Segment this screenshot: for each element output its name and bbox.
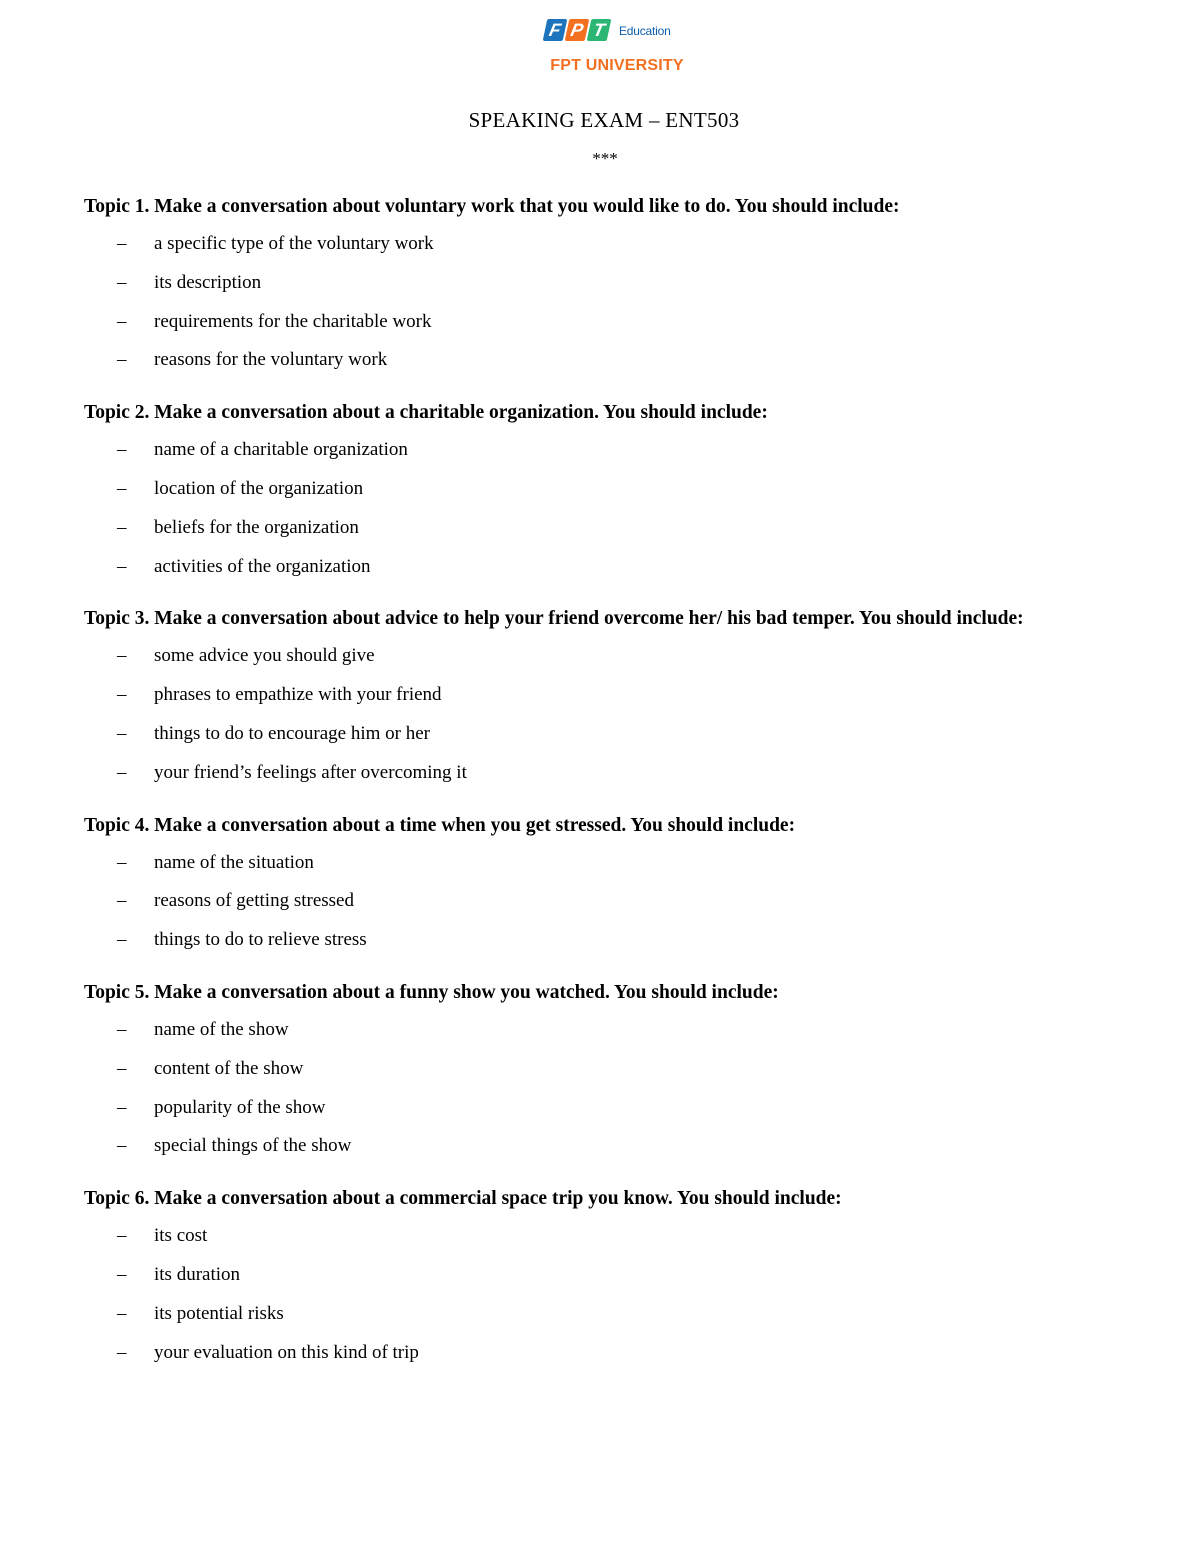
list-item bbox=[84, 754, 1114, 793]
list-item-text: beliefs for the organization bbox=[154, 516, 359, 538]
list-dash-marker: – bbox=[117, 761, 127, 783]
list-item-text: reasons of getting stressed bbox=[154, 890, 354, 912]
topic-items-list bbox=[84, 431, 1114, 586]
list-dash-marker: – bbox=[117, 684, 127, 706]
list-item-text: name of the situation bbox=[154, 851, 314, 873]
topic-section bbox=[84, 1180, 1114, 1372]
list-dash-marker: – bbox=[117, 516, 127, 538]
list-item bbox=[84, 676, 1114, 715]
logo-letter-t: T bbox=[587, 19, 612, 41]
logo-education-text: Education bbox=[619, 24, 671, 38]
topic-section bbox=[84, 600, 1114, 792]
fpt-logo-mark bbox=[545, 19, 609, 41]
list-item-text: a specific type of the voluntary work bbox=[154, 233, 434, 254]
list-dash-marker: – bbox=[117, 1341, 127, 1363]
list-item bbox=[84, 1127, 1114, 1166]
topic-items-list bbox=[84, 637, 1114, 792]
list-item bbox=[84, 1050, 1114, 1089]
list-item bbox=[84, 303, 1114, 342]
list-item bbox=[84, 844, 1114, 883]
topic-section bbox=[84, 807, 1114, 960]
topic-heading: Topic 1. Make a conversation about voluntary work that you would like to do. You should include: bbox=[84, 196, 900, 217]
list-dash-marker: – bbox=[117, 851, 127, 873]
topic-heading: Topic 5. Make a conversation about a funny show you watched. You should include: bbox=[84, 981, 779, 1003]
list-dash-marker: – bbox=[117, 555, 127, 577]
list-item-text: your friend’s feelings after overcoming it bbox=[154, 761, 467, 783]
list-item-text: name of the show bbox=[154, 1018, 289, 1040]
topic-items-list bbox=[84, 844, 1114, 960]
logo-letter-f: F bbox=[543, 19, 568, 41]
fpt-education-logo bbox=[545, 15, 690, 80]
list-item-text: requirements for the charitable work bbox=[154, 310, 432, 332]
topic-heading: Topic 4. Make a conversation about a time when you get stressed. You should include: bbox=[84, 814, 796, 836]
logo-university-text: FPT UNIVERSITY bbox=[550, 57, 684, 74]
topic-heading: Topic 6. Make a conversation about a commercial space trip you know. You should include: bbox=[84, 1188, 842, 1210]
list-dash-marker: – bbox=[117, 929, 127, 951]
list-item bbox=[84, 470, 1114, 509]
list-item-text: its potential risks bbox=[154, 1302, 284, 1324]
list-dash-marker: – bbox=[117, 1225, 127, 1247]
list-item bbox=[84, 1295, 1114, 1334]
list-item-text: things to do to encourage him or her bbox=[154, 722, 430, 744]
list-dash-marker: – bbox=[117, 722, 127, 744]
list-dash-marker: – bbox=[117, 477, 127, 499]
list-dash-marker: – bbox=[117, 890, 127, 912]
list-dash-marker: – bbox=[117, 1018, 127, 1040]
list-item-text: activities of the organization bbox=[154, 555, 371, 577]
list-item-text: reasons for the voluntary work bbox=[154, 349, 388, 371]
list-dash-marker: – bbox=[117, 1263, 127, 1285]
topic-heading: Topic 2. Make a conversation about a charitable organization. You should include: bbox=[84, 402, 768, 424]
list-item bbox=[84, 1256, 1114, 1295]
list-dash-marker: – bbox=[117, 1135, 127, 1157]
list-item-text: your evaluation on this kind of trip bbox=[154, 1341, 419, 1363]
topic-items-list bbox=[84, 225, 1114, 380]
topic-section bbox=[84, 974, 1114, 1166]
list-item bbox=[84, 921, 1114, 960]
list-item-text: name of a charitable organization bbox=[154, 439, 408, 461]
list-item-text: its cost bbox=[154, 1225, 208, 1247]
list-item bbox=[84, 1334, 1114, 1373]
list-item-text: special things of the show bbox=[154, 1135, 352, 1157]
list-item bbox=[84, 1089, 1114, 1128]
topic-heading: Topic 3. Make a conversation about advice to help your friend overcome her/ his bad temper. You should include: bbox=[84, 608, 1024, 630]
list-dash-marker: – bbox=[117, 439, 127, 461]
title-separator: *** bbox=[592, 149, 618, 168]
list-item bbox=[84, 264, 1114, 303]
list-item bbox=[84, 637, 1114, 676]
topics-list bbox=[84, 188, 1114, 1372]
list-item-text: its duration bbox=[154, 1263, 241, 1285]
list-item-text: popularity of the show bbox=[154, 1096, 326, 1118]
list-item-text: content of the show bbox=[154, 1057, 304, 1079]
list-item bbox=[84, 509, 1114, 548]
topic-section bbox=[84, 188, 1114, 380]
list-item bbox=[84, 341, 1114, 380]
logo-letter-p: P bbox=[565, 19, 590, 41]
list-item bbox=[84, 1011, 1114, 1050]
topic-section bbox=[84, 394, 1114, 586]
list-dash-marker: – bbox=[117, 233, 127, 254]
list-dash-marker: – bbox=[117, 1057, 127, 1079]
list-item-text: its description bbox=[154, 271, 262, 293]
list-dash-marker: – bbox=[117, 645, 127, 667]
list-dash-marker: – bbox=[117, 1302, 127, 1324]
list-dash-marker: – bbox=[117, 271, 127, 293]
list-dash-marker: – bbox=[117, 310, 127, 332]
list-item bbox=[84, 431, 1114, 470]
list-item bbox=[84, 1217, 1114, 1256]
list-item bbox=[84, 548, 1114, 587]
list-dash-marker: – bbox=[117, 1096, 127, 1118]
list-item-text: some advice you should give bbox=[154, 645, 375, 667]
list-item bbox=[84, 715, 1114, 754]
topic-items-list bbox=[84, 1011, 1114, 1166]
list-item bbox=[84, 882, 1114, 921]
list-item-text: phrases to empathize with your friend bbox=[154, 684, 442, 706]
list-dash-marker: – bbox=[117, 349, 127, 371]
topic-items-list bbox=[84, 1217, 1114, 1372]
list-item bbox=[84, 225, 1114, 264]
list-item-text: things to do to relieve stress bbox=[154, 929, 367, 951]
exam-title: SPEAKING EXAM – ENT503 bbox=[468, 108, 740, 132]
list-item-text: location of the organization bbox=[154, 477, 364, 499]
